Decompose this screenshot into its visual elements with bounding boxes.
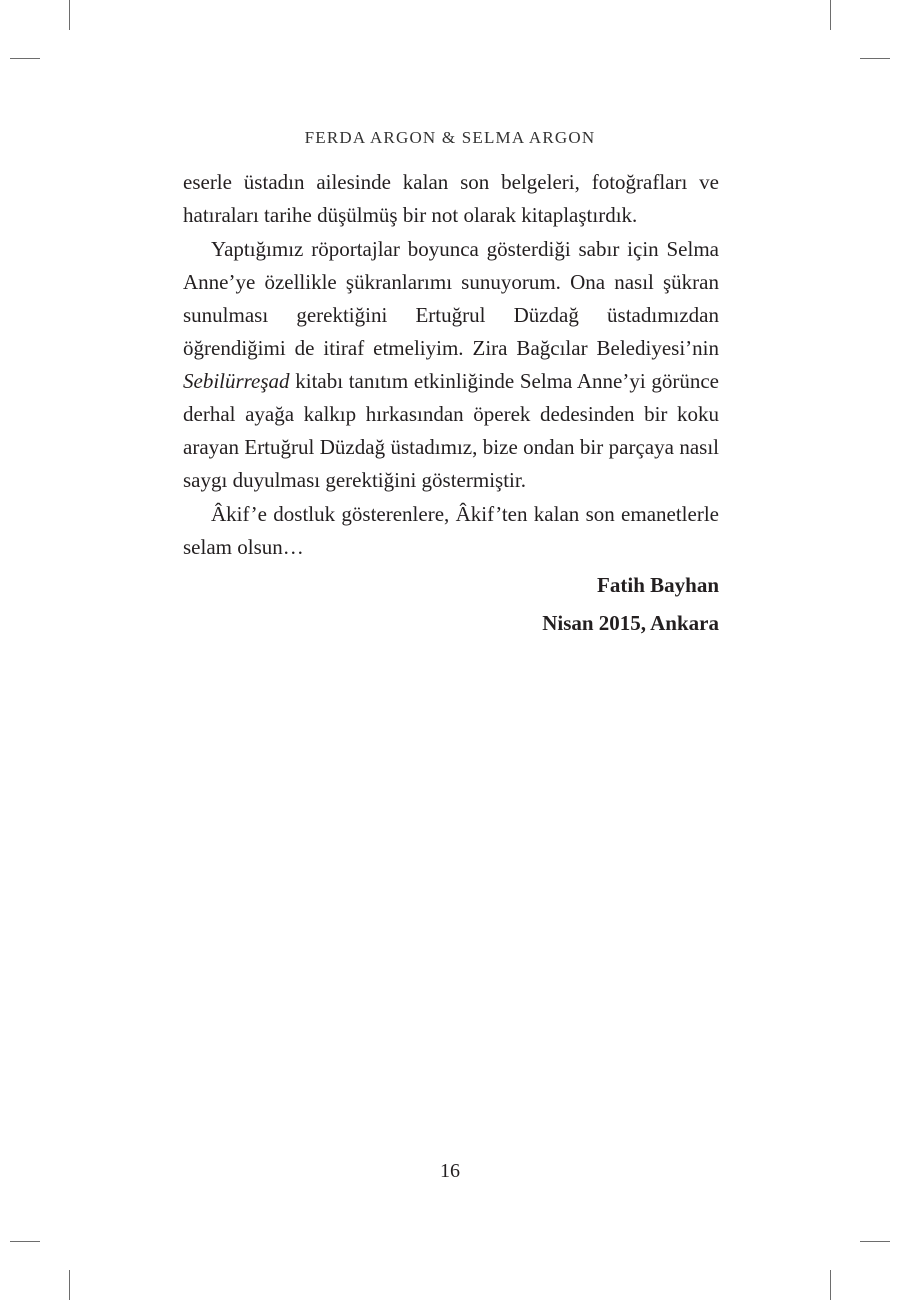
book-title-italic: Sebilürreşad — [183, 369, 290, 393]
paragraph-1: eserle üstadın ailesinde kalan son belgeleri, fotoğrafları ve hatıraları tarihe düşülmüş bir not olarak kitaplaştırdık. — [183, 170, 719, 227]
crop-mark-right-top — [860, 58, 890, 59]
crop-mark-top-left — [69, 0, 70, 30]
paragraph-2-part-a: Yaptığımız röportajlar boyunca gösterdiği sabır için Selma Anne’ye özellikle şükranlarımı sunuyorum. Ona nasıl şükran sunulması gerektiğini Ertuğrul Düzdağ üstadımızdan öğrendiğimi de itiraf etmeliyim. Zira Bağcılar Belediyesi’nin — [183, 237, 719, 360]
crop-mark-left-top — [10, 58, 40, 59]
crop-mark-right-bottom — [860, 1241, 890, 1242]
paragraph-2 — [183, 233, 719, 497]
page-number: 16 — [440, 1160, 460, 1182]
paragraph-2-part-b: kitabı tanıtım etkinliğinde Selma Anne’yi görünce derhal ayağa kalkıp hırkasından öperek dedesinden bir koku arayan Ertuğrul Düzdağ üstadımız, bize ondan bir parçaya nasıl saygı duyulması gerektiğini göstermiştir. — [183, 369, 719, 492]
crop-mark-bottom-right — [830, 1270, 831, 1300]
crop-mark-bottom-left — [69, 1270, 70, 1300]
crop-mark-top-right — [830, 0, 831, 30]
paragraph-3: Âkif’e dostluk gösterenlere, Âkif’ten kalan son emanetlerle selam olsun… — [183, 502, 719, 559]
signature-date-place: Nisan 2015, Ankara — [542, 611, 719, 635]
body-text — [183, 166, 719, 642]
signature-name: Fatih Bayhan — [597, 573, 719, 597]
crop-mark-left-bottom — [10, 1241, 40, 1242]
running-head: FERDA ARGON & SELMA ARGON — [304, 128, 596, 147]
signature-block — [183, 566, 719, 642]
